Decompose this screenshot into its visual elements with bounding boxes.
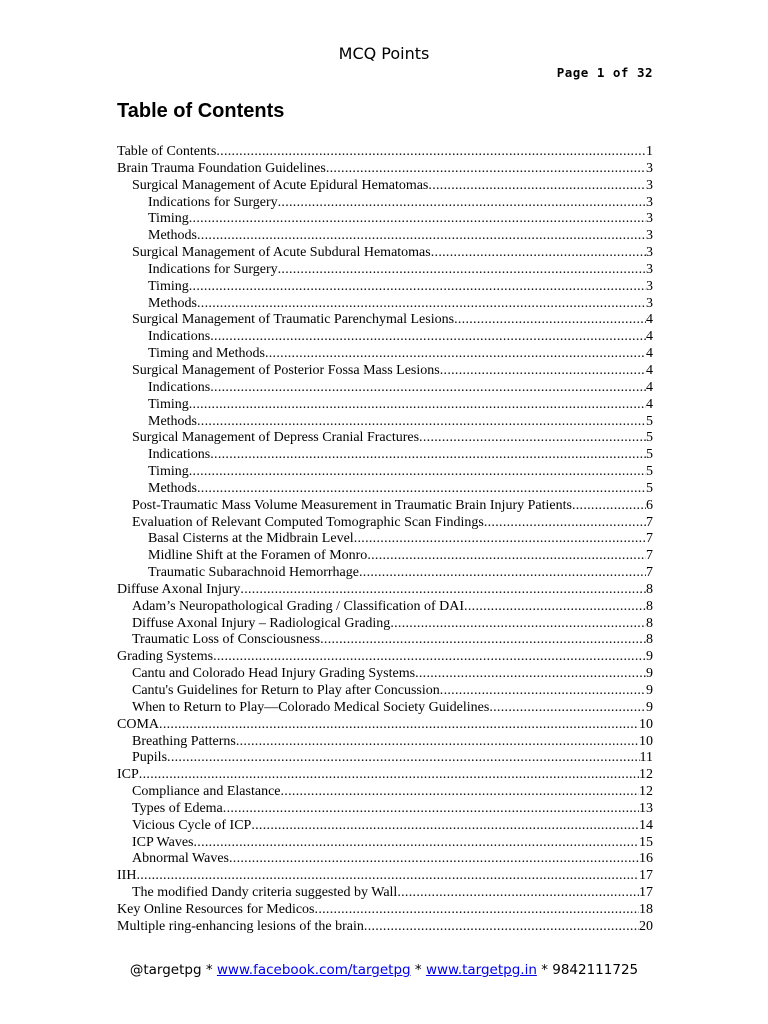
toc-entry-label: Diffuse Axonal Injury – Radiological Grading (132, 615, 391, 631)
toc-entry-page: 4 (646, 379, 653, 395)
toc-entry[interactable] (117, 666, 653, 683)
toc-entry[interactable] (117, 161, 653, 178)
toc-entry[interactable] (117, 767, 653, 784)
toc-entry-label: Midline Shift at the Foramen of Monro (148, 548, 368, 564)
toc-entry-page: 3 (646, 278, 653, 294)
toc-entry-label: Diffuse Axonal Injury (117, 581, 241, 597)
dot-leader (229, 851, 639, 868)
toc-entry-label: Methods (148, 295, 197, 311)
toc-entry[interactable] (117, 801, 653, 818)
toc-entry-label: Pupils (132, 750, 168, 766)
toc-entry[interactable] (117, 885, 653, 902)
toc-entry-page: 4 (646, 329, 653, 345)
toc-entry-label: Indications for Surgery (148, 194, 278, 210)
toc-entry-page: 12 (639, 784, 653, 800)
toc-entry[interactable] (117, 919, 653, 936)
toc-entry-page: 17 (639, 868, 653, 884)
toc-entry-page: 12 (639, 767, 653, 783)
toc-entry-page: 5 (646, 413, 653, 429)
toc-entry-label: Methods (148, 413, 197, 429)
toc-entry[interactable] (117, 346, 653, 363)
toc-entry-label: ICP Waves (132, 834, 194, 850)
toc-entry-label: Grading Systems (117, 649, 214, 665)
toc-entry-page: 8 (646, 598, 653, 614)
toc-entry-label: Compliance and Elastance (132, 784, 281, 800)
dot-leader (419, 430, 646, 447)
toc-entry[interactable] (117, 447, 653, 464)
toc-entry-label: Surgical Management of Traumatic Parenchymal Lesions (132, 312, 455, 328)
website-link[interactable]: www.targetpg.in (425, 962, 537, 978)
dot-leader (454, 312, 646, 329)
toc-entry-page: 3 (646, 228, 653, 244)
toc-entry-label: Timing and Methods (148, 346, 265, 362)
toc-entry-page: 8 (646, 581, 653, 597)
toc-entry-page: 17 (639, 885, 653, 901)
dot-leader (397, 885, 639, 902)
toc-entry[interactable] (117, 262, 653, 279)
toc-entry-page: 6 (646, 497, 653, 513)
dot-leader (159, 717, 639, 734)
toc-entry-page: 7 (646, 514, 653, 530)
toc-entry-label: Key Online Resources for Medicos (117, 901, 315, 917)
toc-entry[interactable] (117, 700, 653, 717)
dot-leader (240, 582, 646, 599)
toc-entry[interactable] (117, 481, 653, 498)
toc-entry[interactable] (117, 851, 653, 868)
toc-entry-page: 9 (646, 683, 653, 698)
toc-entry[interactable] (117, 784, 653, 801)
toc-entry-label: Surgical Management of Acute Subdural Hematomas (132, 245, 431, 261)
toc-entry[interactable] (117, 329, 653, 346)
toc-entry-page: 7 (646, 548, 653, 564)
toc-entry[interactable] (117, 818, 653, 835)
toc-entry-label: Indications (148, 379, 211, 395)
toc-entry[interactable] (117, 211, 653, 228)
toc-entry-label: Surgical Management of Posterior Fossa Mass Lesions (132, 362, 440, 378)
toc-entry-page: 8 (646, 632, 653, 648)
dot-leader (484, 515, 646, 532)
dot-leader (236, 734, 639, 751)
toc-entry-page: 13 (639, 800, 653, 816)
toc-heading: Table of Contents (117, 100, 285, 122)
dot-leader (354, 531, 646, 548)
dot-leader (415, 666, 646, 683)
toc-entry[interactable] (117, 380, 653, 397)
toc-entry-label: When to Return to Play—Colorado Medical Society Guidelines (132, 699, 490, 715)
toc-entry[interactable] (117, 195, 653, 212)
toc-entry-page: 9 (646, 666, 653, 682)
toc-entry-label: Cantu and Colorado Head Injury Grading Systems (132, 666, 416, 682)
toc-entry-label: Traumatic Subarachnoid Hemorrhage (148, 565, 359, 581)
toc-entry-label: Timing (148, 464, 189, 480)
dot-leader (278, 262, 646, 279)
dot-leader (428, 178, 646, 195)
toc-entry-page: 20 (639, 918, 653, 934)
toc-entry[interactable] (117, 498, 653, 515)
toc-entry-label: Abnormal Waves (132, 851, 229, 867)
toc-entry-page: 10 (639, 733, 653, 749)
toc-entry-page: 18 (639, 901, 653, 917)
dot-leader (440, 683, 646, 700)
toc-entry[interactable] (117, 902, 653, 919)
toc-entry[interactable] (117, 228, 653, 245)
toc-entry-label: Indications for Surgery (148, 261, 278, 277)
toc-entry-label: Multiple ring-enhancing lesions of the brain (117, 918, 364, 934)
toc-entry-page: 4 (646, 346, 653, 362)
toc-entry-page: 14 (639, 817, 653, 833)
dot-leader (359, 565, 646, 582)
dot-leader (216, 144, 646, 161)
toc-entry-label: IIH (117, 868, 137, 884)
toc-entry-label: Methods (148, 480, 197, 496)
dot-leader (315, 902, 639, 919)
dot-leader (278, 195, 646, 212)
toc-entry[interactable] (117, 296, 653, 313)
toc-entry[interactable] (117, 734, 653, 751)
toc-entry[interactable] (117, 515, 653, 532)
toc-entry-label: Adam’s Neuropathological Grading / Classification of DAI (132, 598, 465, 614)
toc-entry-page: 3 (646, 194, 653, 210)
toc-entry-page: 5 (646, 447, 653, 463)
dot-leader (189, 464, 646, 481)
toc-entry-page: 5 (646, 480, 653, 496)
toc-entry-page: 3 (646, 177, 653, 193)
toc-entry-page: 4 (646, 396, 653, 412)
dot-leader (390, 616, 646, 633)
toc-entry-page: 3 (646, 211, 653, 227)
toc-entry-label: COMA (117, 716, 160, 732)
toc-entry[interactable] (117, 245, 653, 262)
toc-entry[interactable] (117, 178, 653, 195)
dot-leader (213, 649, 646, 666)
toc-entry-label: Table of Contents (117, 144, 217, 159)
toc-entry[interactable] (117, 144, 653, 161)
toc-entry[interactable] (117, 279, 653, 296)
dot-leader (197, 296, 646, 313)
dot-leader (189, 211, 646, 228)
toc-entry-page: 4 (646, 362, 653, 378)
dot-leader (167, 750, 640, 767)
dot-leader (364, 919, 639, 936)
footer-phone: * 9842111725 (536, 962, 639, 978)
toc-entry-label: Timing (148, 278, 189, 294)
toc-entry-label: Vicious Cycle of ICP (132, 817, 252, 833)
toc-entry-label: Evaluation of Relevant Computed Tomographic Scan Findings (132, 514, 484, 530)
dot-leader (320, 632, 646, 649)
toc-entry-label: Brain Trauma Foundation Guidelines (117, 160, 326, 176)
toc-entry-page: 10 (639, 716, 653, 732)
toc-entry[interactable] (117, 464, 653, 481)
toc-entry-label: Breathing Patterns (132, 733, 236, 749)
toc-entry[interactable] (117, 616, 653, 633)
footer-handle: @targetpg (129, 962, 202, 978)
toc-entry-page: 5 (646, 430, 653, 446)
toc-entry[interactable] (117, 632, 653, 649)
dot-leader (197, 414, 646, 431)
dot-leader (489, 700, 646, 717)
toc-entry-page: 9 (646, 699, 653, 715)
dot-leader (464, 599, 646, 616)
dot-leader (189, 397, 646, 414)
toc-entry-label: Post-Traumatic Mass Volume Measurement in Traumatic Brain Injury Patients (132, 497, 572, 513)
dot-leader (326, 161, 646, 178)
dot-leader (572, 498, 646, 515)
document-title: MCQ Points (338, 44, 430, 63)
toc-entry-label: Indications (148, 329, 211, 345)
toc-entry-page: 7 (646, 565, 653, 581)
dot-leader (193, 835, 639, 852)
dot-leader (440, 363, 646, 380)
toc-entry[interactable] (117, 649, 653, 666)
toc-entry-label: Indications (148, 447, 211, 463)
dot-leader (223, 801, 639, 818)
toc-entry[interactable] (117, 548, 653, 565)
facebook-link[interactable]: www.facebook.com/targetpg (216, 962, 411, 978)
toc-entry[interactable] (117, 430, 653, 447)
toc-entry-page: 9 (646, 649, 653, 665)
toc-entry-page: 3 (646, 160, 653, 176)
toc-entry-page: 3 (646, 245, 653, 261)
toc-entry-label: Surgical Management of Depress Cranial Fractures (132, 430, 420, 446)
toc-entry[interactable] (117, 397, 653, 414)
toc-entry[interactable] (117, 868, 653, 885)
toc-entry[interactable] (117, 750, 653, 767)
toc-entry[interactable] (117, 599, 653, 616)
toc-entry-label: Timing (148, 211, 189, 227)
dot-leader (265, 346, 646, 363)
toc-entry[interactable] (117, 582, 653, 599)
dot-leader (431, 245, 646, 262)
toc-entry-label: The modified Dandy criteria suggested by Wall (132, 885, 398, 901)
toc-entry-label: Basal Cisterns at the Midbrain Level (148, 531, 354, 547)
toc-entry-page: 15 (639, 834, 653, 850)
dot-leader (281, 784, 640, 801)
dot-leader (136, 868, 639, 885)
toc-entry-label: ICP (117, 767, 139, 783)
footer-separator: * (201, 962, 217, 978)
toc-entry-page: 11 (639, 750, 653, 766)
page-number: Page 1 of 32 (556, 65, 653, 80)
toc-entry-page: 1 (646, 144, 653, 159)
toc-entry[interactable] (117, 414, 653, 431)
toc-entry[interactable] (117, 531, 653, 548)
toc-entry-page: 7 (646, 531, 653, 547)
toc-entry-label: Cantu's Guidelines for Return to Play after Concussion (132, 683, 440, 698)
toc-entry-label: Timing (148, 396, 189, 412)
toc-entry-page: 4 (646, 312, 653, 328)
dot-leader (251, 818, 639, 835)
toc-entry-page: 3 (646, 295, 653, 311)
dot-leader (367, 548, 646, 565)
toc-entry-label: Methods (148, 228, 197, 244)
dot-leader (139, 767, 639, 784)
toc-entry-page: 8 (646, 615, 653, 631)
dot-leader (197, 481, 646, 498)
footer-separator: * (410, 962, 426, 978)
toc-entry[interactable] (117, 835, 653, 852)
dot-leader (210, 380, 646, 397)
toc-entry-page: 5 (646, 464, 653, 480)
toc-entry[interactable] (117, 683, 653, 700)
toc-entry[interactable] (117, 363, 653, 380)
dot-leader (197, 228, 646, 245)
toc-entry-label: Surgical Management of Acute Epidural Hematomas (132, 177, 429, 193)
dot-leader (210, 329, 646, 346)
toc-entry[interactable] (117, 717, 653, 734)
dot-leader (210, 447, 646, 464)
toc-entry[interactable] (117, 565, 653, 582)
footer (0, 962, 768, 978)
dot-leader (189, 279, 646, 296)
table-of-contents (117, 144, 653, 936)
toc-entry[interactable] (117, 312, 653, 329)
toc-entry-page: 16 (639, 851, 653, 867)
toc-entry-page: 3 (646, 261, 653, 277)
toc-entry-label: Types of Edema (132, 800, 223, 816)
toc-entry-label: Traumatic Loss of Consciousness (132, 632, 321, 648)
